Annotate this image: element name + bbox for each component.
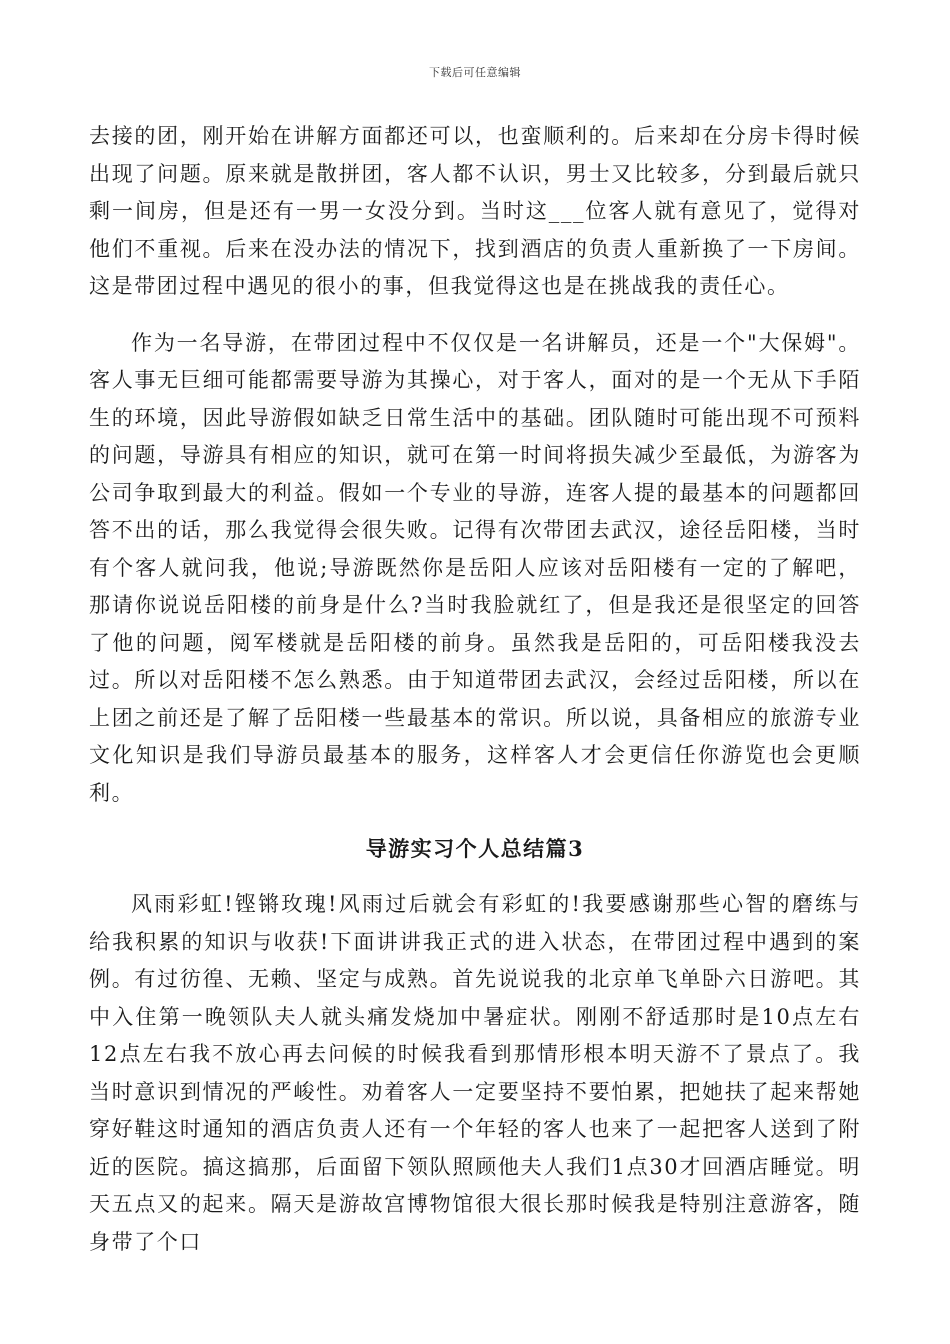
page-header-note: 下载后可任意编辑 <box>429 66 521 79</box>
paragraph-guide-role: 作为一名导游，在带团过程中不仅仅是一名讲解员，还是一个"大保姆"。客人事无巨细可能都需要导游为其操心，对于客人，面对的是一个无从下手陌生的环境，因此导游假如缺乏日常生活中的基础。团队随时可能出现不可预料的问题，导游具有相应的知识，就可在第一时间将损失减少至最低，为游客为公司争取到最大的利益。假如一个专业的导游，连客人提的最基本的问题都回答不出的话，那么我觉得会很失败。记得有次带团去武汉，途径岳阳楼，当时有个客人就问我，他说;导游既然你是岳阳人应该对岳阳楼有一定的了解吧，那请你说说岳阳楼的前身是什么?当时我脸就红了，但是我还是很坚定的回答了他的问题，阅军楼就是岳阳楼的前身。虽然我是岳阳的，可岳阳楼我没去过。所以对岳阳楼不怎么熟悉。由于知道带团去武汉，会经过岳阳楼，所以在上团之前还是了解了岳阳楼一些最基本的常识。所以说，具备相应的旅游专业文化知识是我们导游员最基本的服务，这样客人才会更信任你游览也会更顺利。 <box>89 330 861 805</box>
paragraph-beijing-tour: 风雨彩虹!铿锵玫瑰!风雨过后就会有彩虹的!我要感谢那些心智的磨练与给我积累的知识与收获!下面讲讲我正式的进入状态，在带团过程中遇到的案例。有过彷徨、无赖、坚定与成熟。首先说说我的北京单飞单卧六日游吧。其中入住第一晚领队夫人就头痛发烧加中暑症状。刚刚不舒适那时是10点左右12点左右我不放心再去问候的时候我看到那情形根本明天游不了景点了。我当时意识到情况的严峻性。劝着客人一定要坚持不要怕累，把她扶了起来帮她穿好鞋这时通知的酒店负责人还有一个年轻的客人也来了一起把客人送到了附近的医院。搞这搞那，后面留下领队照顾他夫人我们1点30才回酒店睡觉。明天五点又的起来。隔天是游故宫博物馆很大很长那时候我是特别注意游客，随身带了个口 <box>89 892 861 1254</box>
document-body <box>89 118 861 1261</box>
section-heading: 导游实习个人总结篇3 <box>365 836 585 861</box>
paragraph-room-assignment: 去接的团，刚开始在讲解方面都还可以，也蛮顺利的。后来却在分房卡得时候出现了问题。原来就是散拼团，客人都不认识，男士又比较多，分到最后就只剩一间房，但是还有一男一女没分到。当时这___位客人就有意见了，觉得对他们不重视。后来在没办法的情况下，找到酒店的负责人重新换了一下房间。这是带团过程中遇见的很小的事，但我觉得这也是在挑战我的责任心。 <box>89 124 861 298</box>
